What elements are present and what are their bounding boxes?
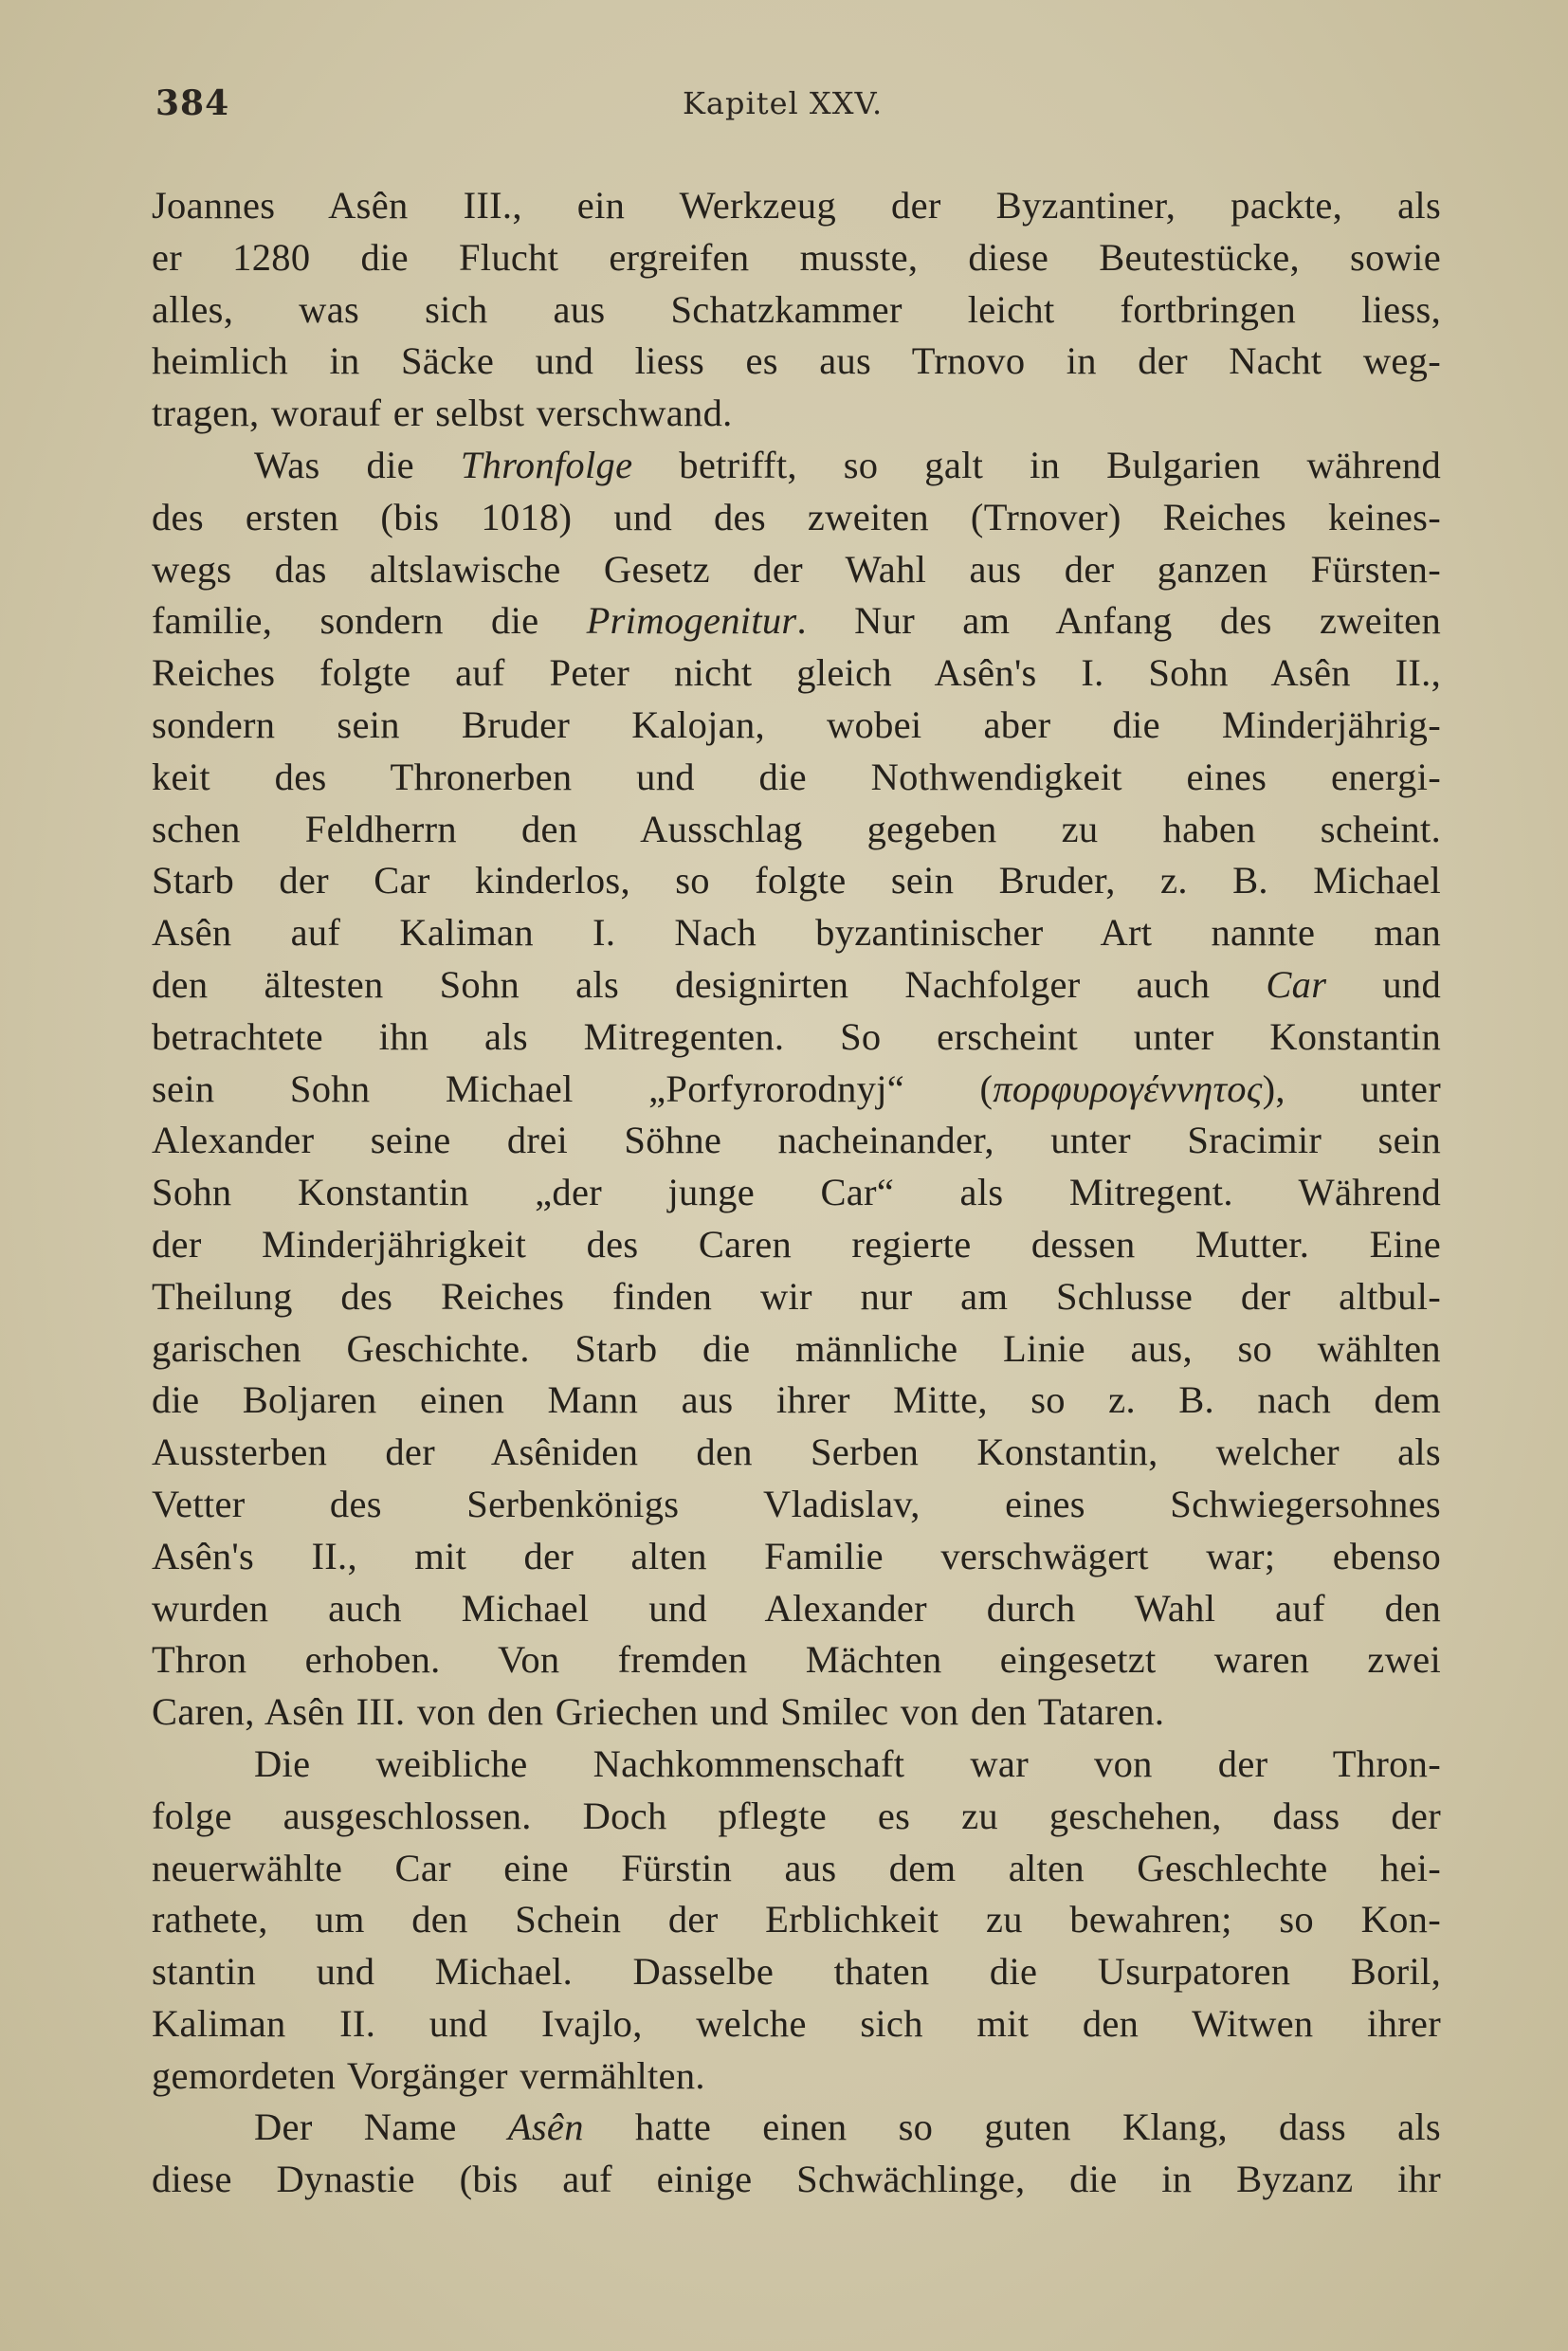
italic-term: Car bbox=[1266, 962, 1327, 1006]
text-line: Caren, Asên III. von den Griechen und Smilec von den Tataren. bbox=[152, 1690, 1165, 1734]
text-line bbox=[152, 2102, 1441, 2154]
text-line: wegs das altslawische Gesetz der Wahl aus der ganzen Fürsten- bbox=[152, 547, 1441, 591]
text-line: Aussterben der Asêniden den Serben Konstantin, welcher als bbox=[152, 1431, 1441, 1474]
running-head: Kapitel XXV. bbox=[683, 85, 884, 121]
page-header bbox=[152, 78, 1441, 135]
text-line bbox=[152, 1064, 1441, 1116]
line-text: Der Name bbox=[254, 2105, 508, 2149]
text-line: folge ausgeschlossen. Doch pflegte es zu geschehen, dass der bbox=[152, 1794, 1441, 1837]
text-line: Alexander seine drei Söhne nacheinander, unter Sracimir sein bbox=[152, 1119, 1441, 1162]
greek-term: πορφυρογέννητος bbox=[993, 1066, 1263, 1110]
text-line: die Boljaren einen Mann aus ihrer Mitte, so z. B. nach dem bbox=[152, 1378, 1441, 1422]
line-text: Was die bbox=[254, 443, 461, 486]
text-line: Theilung des Reiches finden wir nur am Schlusse der altbul- bbox=[152, 1274, 1441, 1318]
page-number: 384 bbox=[155, 83, 230, 123]
line-text: und bbox=[1326, 962, 1441, 1006]
text-line: Asên's II., mit der alten Familie verschwägert war; ebenso bbox=[152, 1534, 1441, 1577]
line-text: ), unter bbox=[1262, 1066, 1441, 1110]
text-line: gemordeten Vorgänger vermählten. bbox=[152, 2053, 705, 2097]
italic-term: Asên bbox=[507, 2105, 584, 2149]
text-line: Kaliman II. und Ivajlo, welche sich mit den Witwen ihrer bbox=[152, 2001, 1441, 2045]
text-line: schen Feldherrn den Ausschlag gegeben zu haben scheint. bbox=[152, 807, 1441, 850]
line-text: hatte einen so guten Klang, dass als bbox=[583, 2105, 1441, 2149]
text-line: betrachtete ihn als Mitregenten. So erscheint unter Konstantin bbox=[152, 1014, 1441, 1058]
text-line: Die weibliche Nachkommenschaft war von der Thron- bbox=[254, 1741, 1441, 1785]
text-line: heimlich in Säcke und liess es aus Trnovo in der Nacht weg- bbox=[152, 339, 1441, 383]
body-text bbox=[152, 180, 1441, 2206]
text-line: alles, was sich aus Schatzkammer leicht fortbringen liess, bbox=[152, 287, 1441, 331]
text-line: stantin und Michael. Dasselbe thaten die Usurpatoren Boril, bbox=[152, 1950, 1441, 1994]
text-line: er 1280 die Flucht ergreifen musste, diese Beutestücke, sowie bbox=[152, 235, 1441, 279]
line-text: den ältesten Sohn als designirten Nachfolger auch bbox=[152, 962, 1267, 1006]
text-line: sondern sein Bruder Kalojan, wobei aber die Minderjährig- bbox=[152, 702, 1441, 746]
text-line: des ersten (bis 1018) und des zweiten (Trnover) Reiches keines- bbox=[152, 495, 1441, 538]
line-text: betrifft, so galt in Bulgarien während bbox=[632, 443, 1441, 486]
text-line: Thron erhoben. Von fremden Mächten eingesetzt waren zwei bbox=[152, 1638, 1441, 1682]
text-line: wurden auch Michael und Alexander durch Wahl auf den bbox=[152, 1586, 1441, 1630]
text-line: Vetter des Serbenkönigs Vladislav, eines Schwiegersohnes bbox=[152, 1482, 1441, 1525]
text-line: rathete, um den Schein der Erblichkeit zu bewahren; so Kon- bbox=[152, 1898, 1441, 1941]
italic-term: Thronfolge bbox=[460, 443, 633, 486]
text-line: tragen, worauf er selbst verschwand. bbox=[152, 392, 733, 435]
text-line: Starb der Car kinderlos, so folgte sein Bruder, z. B. Michael bbox=[152, 859, 1441, 902]
text-line: Sohn Konstantin „der junge Car“ als Mitregent. Während bbox=[152, 1171, 1441, 1214]
text-line: Joannes Asên III., ein Werkzeug der Byzantiner, packte, als bbox=[152, 184, 1441, 227]
italic-term: Primogenitur bbox=[586, 599, 797, 643]
text-line: diese Dynastie (bis auf einige Schwächlinge, die in Byzanz ihr bbox=[152, 2158, 1441, 2201]
text-line: keit des Thronerben und die Nothwendigkeit eines energi- bbox=[152, 755, 1441, 798]
text-line bbox=[152, 440, 1441, 492]
text-line: Asên auf Kaliman I. Nach byzantinischer Art nannte man bbox=[152, 911, 1441, 955]
line-text: . Nur am Anfang des zweiten bbox=[796, 599, 1441, 643]
text-line: der Minderjährigkeit des Caren regierte dessen Mutter. Eine bbox=[152, 1222, 1441, 1266]
text-line: Reiches folgte auf Peter nicht gleich Asên's I. Sohn Asên II., bbox=[152, 651, 1441, 695]
text-line bbox=[152, 959, 1441, 1011]
text-line bbox=[152, 595, 1441, 647]
line-text: sein Sohn Michael „Porfyrorodnyj“ ( bbox=[152, 1066, 994, 1110]
line-text: familie, sondern die bbox=[152, 599, 587, 643]
text-line: neuerwählte Car eine Fürstin aus dem alten Geschlechte hei- bbox=[152, 1846, 1441, 1889]
text-line: garischen Geschichte. Starb die männliche Linie aus, so wählten bbox=[152, 1326, 1441, 1370]
